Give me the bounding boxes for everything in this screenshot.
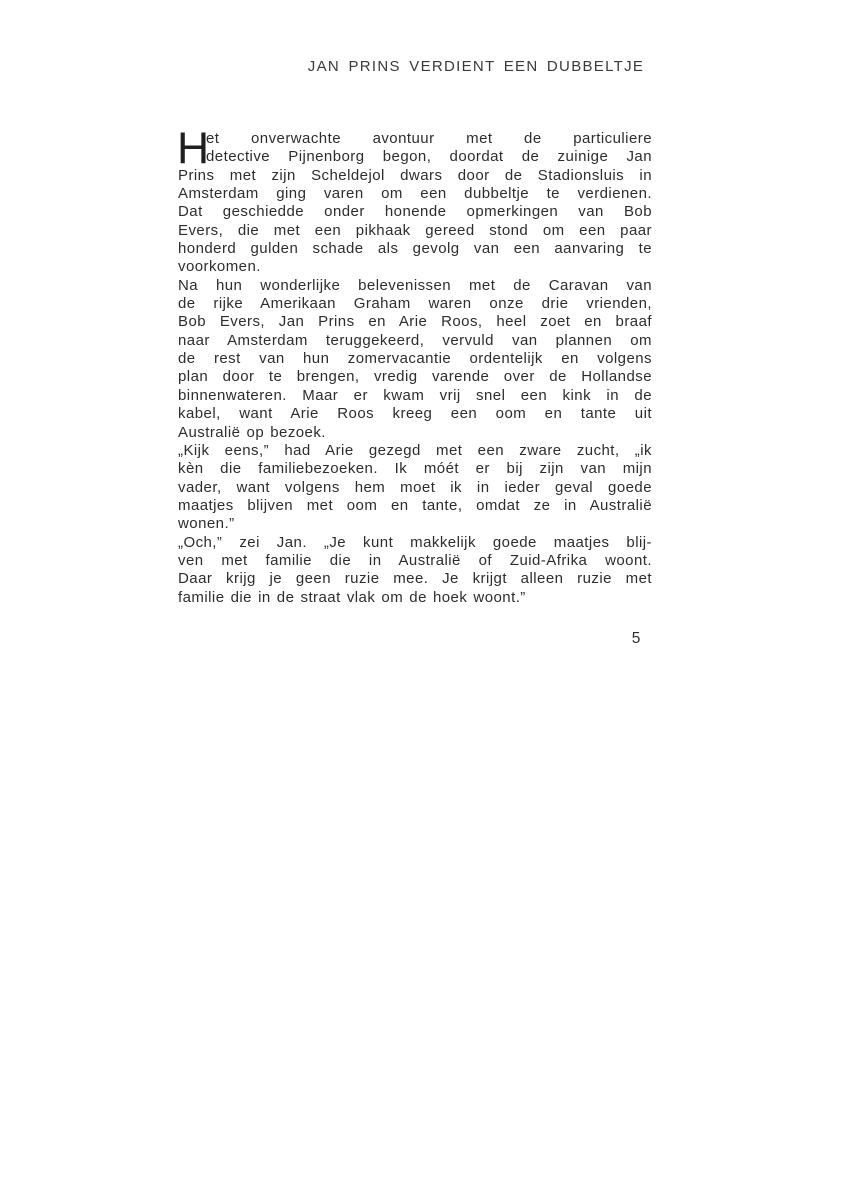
text-line: „Och,” zei Jan. „Je kunt makkelijk goede maatjes blij- [178, 533, 652, 551]
text-line: detective Pijnenborg begon, doordat de zuinige Jan [206, 148, 652, 166]
text-line: Evers, die met een pikhaak gereed stond om een paar [178, 221, 652, 239]
text-line: Prins met zijn Scheldejol dwars door de Stadionsluis in [178, 166, 652, 184]
text-line: de rijke Amerikaan Graham waren onze drie vrienden, [178, 295, 652, 313]
text-line: familie die in de straat vlak om de hoek woont.” [178, 588, 526, 606]
text-line: Amsterdam ging varen om een dubbeltje te verdienen. [178, 185, 652, 203]
text-line: vader, want volgens hem moet ik in ieder geval goede [178, 478, 652, 496]
text-line: Australië op bezoek. [178, 423, 326, 441]
text-line: honderd gulden schade als gevolg van een aanvaring te [178, 240, 652, 258]
body-text [177, 124, 652, 607]
paragraph [178, 534, 652, 607]
text-line: voorkomen. [178, 258, 261, 276]
text-line: wonen.” [178, 515, 235, 533]
text-line: Daar krijg je geen ruzie mee. Je krijgt alleen ruzie met [178, 570, 652, 588]
text-line: Bob Evers, Jan Prins en Arie Roos, heel zoet en braaf [178, 313, 652, 331]
text-line: Dat geschiedde onder honende opmerkingen van Bob [178, 203, 652, 221]
text-line: kèn die familiebezoeken. Ik móét er bij zijn van mijn [178, 460, 652, 478]
page-number: 5 [631, 630, 641, 647]
drop-cap-letter: H [177, 124, 210, 173]
text-line: maatjes blijven met oom en tante, omdat ze in Australië [178, 496, 652, 514]
text-line: Na hun wonderlijke belevenissen met de Caravan van [178, 276, 652, 294]
text-line: naar Amsterdam teruggekeerd, vervuld van plannen om [178, 331, 652, 349]
text-line: de rest van hun zomervacantie ordentelijk en volgens [178, 350, 652, 368]
text-line: plan door te brengen, vredig varende over de Hollandse [178, 368, 652, 386]
paragraph [178, 442, 652, 534]
chapter-title: JAN PRINS VERDIENT EEN DUBBELTJE [307, 58, 645, 75]
text-line: binnenwateren. Maar er kwam vrij snel een kink in de [178, 386, 652, 404]
text-line: ven met familie die in Australië of Zuid-Afrika woont. [178, 551, 652, 569]
text-line: „Kijk eens,” had Arie gezegd met een zware zucht, „ik [178, 441, 652, 459]
text-line: et onverwachte avontuur met de particuliere [206, 130, 652, 147]
text-line: kabel, want Arie Roos kreeg een oom en tante uit [178, 405, 652, 423]
paragraph [178, 130, 652, 277]
paragraph [178, 277, 652, 442]
